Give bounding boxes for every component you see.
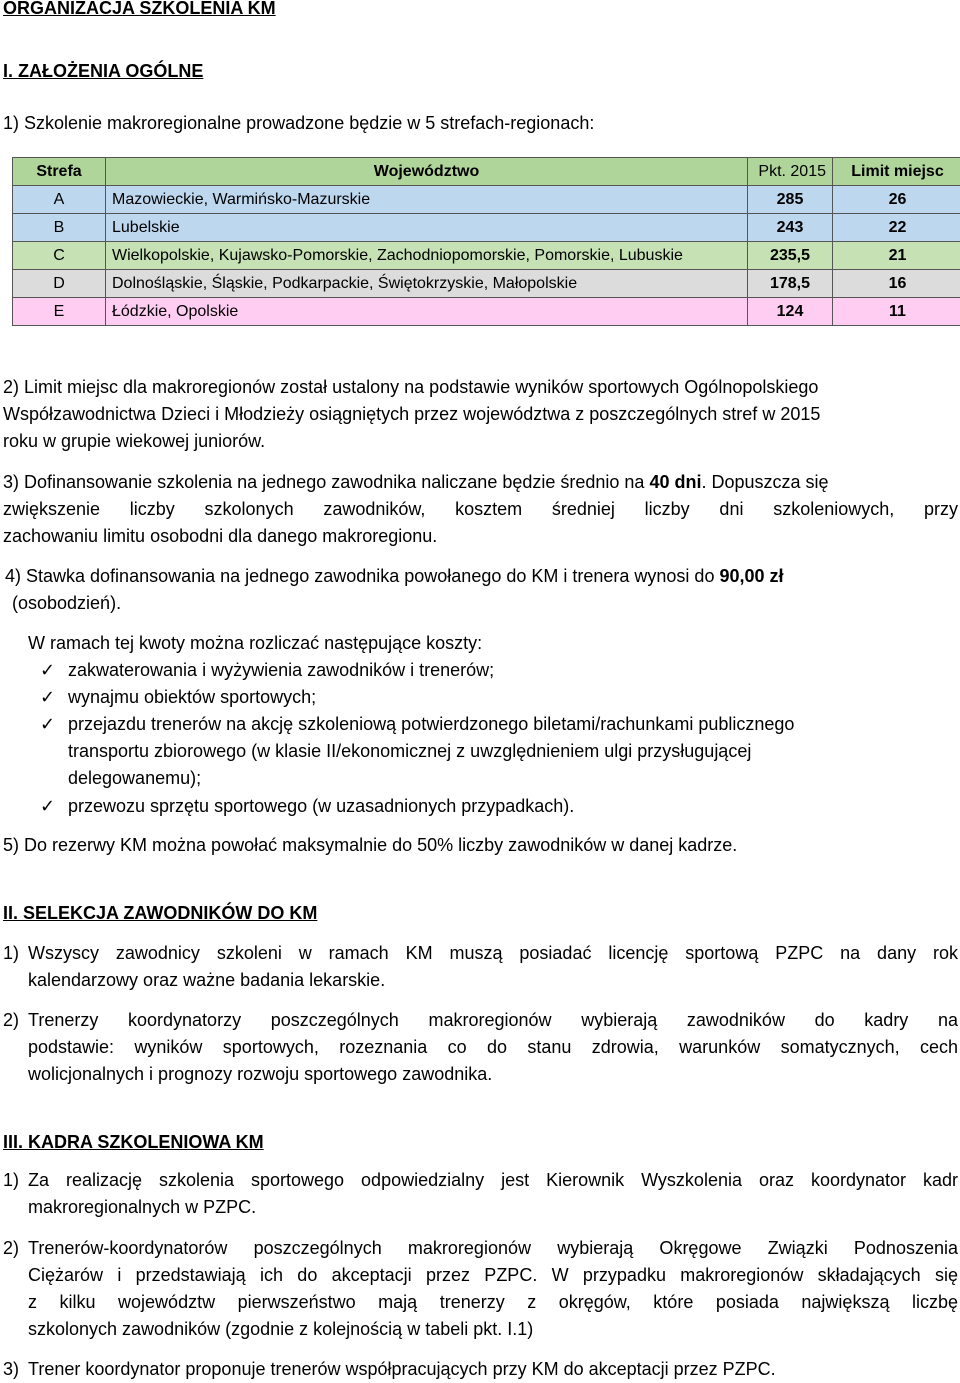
cost-item: wynajmu obiektów sportowych; [68,684,918,711]
section-1-paragraph-3-line-2: zwiększenie liczby szkolonych zawodników, kosztem średniej liczby dni szkoleniowych, przy [3,496,958,523]
points-cell: 235,5 [748,242,833,270]
section-1-paragraph-4-line-2: (osobodzień). [12,590,121,617]
p3-text: 3) Dofinansowanie szkolenia na jednego zawodnika naliczane będzie średnio na [3,472,649,492]
section-3-item-2-line-4: szkolonych zawodników (zgodnie z kolejnością w tabeli pkt. I.1) [28,1316,958,1343]
header-limit: Limit miejsc [833,158,960,186]
limit-cell: 11 [833,298,960,326]
document-title: ORGANIZACJA SZKOLENIA KM [3,0,276,22]
voivodeship-cell: Dolnośląskie, Śląskie, Podkarpackie, Świętokrzyskie, Małopolskie [106,270,748,298]
section-3-item-1-number: 1) [3,1167,19,1194]
p4-rate: 90,00 zł [719,566,783,586]
table-row [13,186,960,214]
section-1-paragraph-3-line-1 [3,469,829,496]
section-1-heading: I. ZAŁOŻENIA OGÓLNE [3,58,203,85]
zone-cell: A [13,186,106,214]
limit-cell: 22 [833,214,960,242]
table-header-row [13,158,960,186]
table-row [13,298,960,326]
voivodeship-cell: Lubelskie [106,214,748,242]
section-1-paragraph-2-line-2: Współzawodnictwa Dzieci i Młodzieży osiągniętych przez województwa z poszczególnych stref w 2015 [3,401,820,428]
section-3-heading: III. KADRA SZKOLENIOWA KM [3,1129,264,1156]
section-1-paragraph-1: 1) Szkolenie makroregionalne prowadzone będzie w 5 strefach-regionach: [3,110,594,137]
section-2-item-2-line-3: wolicjonalnych i prognozy rozwoju sportowego zawodnika. [28,1061,958,1088]
section-2-item-2-line-1: Trenerzy koordynatorzy poszczególnych makroregionów wybierają zawodników do kadry na [28,1007,958,1034]
zone-cell: B [13,214,106,242]
cost-item-continued: delegowanemu); [68,765,918,792]
section-3-item-2-line-2: Ciężarów i przedstawiają ich do akceptacji przez PZPC. W przypadku makroregionów składających się [28,1262,958,1289]
cost-item-continued: transportu zbiorowego (w klasie II/ekonomicznej z uwzględnieniem ulgi przysługującej [68,738,918,765]
section-1-paragraph-4-line-1 [5,563,784,590]
section-3-item-2-line-3: z kilku województw pierwszeństwo mają trenerzy z okręgów, które posiada największą liczbę [28,1289,958,1316]
section-1-paragraph-2-line-1: 2) Limit miejsc dla makroregionów został ustalony na podstawie wyników sportowych Ogólnopolskiego [3,374,818,401]
p3-days: 40 dni [649,472,701,492]
points-cell: 178,5 [748,270,833,298]
cost-item: zakwaterowania i wyżywienia zawodników i trenerów; [68,657,918,684]
header-voivodeship: Województwo [106,158,748,186]
zone-cell: C [13,242,106,270]
zone-cell: D [13,270,106,298]
section-1-paragraph-2-line-3: roku w grupie wiekowej juniorów. [3,428,265,455]
section-2-heading: II. SELEKCJA ZAWODNIKÓW DO KM [3,900,317,927]
voivodeship-cell: Łódzkie, Opolskie [106,298,748,326]
regions-table [12,157,960,326]
voivodeship-cell: Mazowieckie, Warmińsko-Mazurskie [106,186,748,214]
checkmark-icon: ✓ [40,684,55,711]
header-points: Pkt. 2015 [748,158,833,186]
section-1-paragraph-5: 5) Do rezerwy KM można powołać maksymalnie do 50% liczby zawodników w danej kadrze. [3,832,737,859]
checkmark-icon: ✓ [40,657,55,684]
voivodeship-cell: Wielkopolskie, Kujawsko-Pomorskie, Zachodniopomorskie, Pomorskie, Lubuskie [106,242,748,270]
section-3-item-3-line-1: Trener koordynator proponuje trenerów współpracujących przy KM do akceptacji przez PZPC. [28,1356,958,1383]
section-1-paragraph-3-line-3: zachowaniu limitu osobodni dla danego makroregionu. [3,523,437,550]
table-row [13,214,960,242]
checkmark-icon: ✓ [40,793,55,820]
limit-cell: 16 [833,270,960,298]
costs-intro: W ramach tej kwoty można rozliczać następujące koszty: [28,630,482,657]
section-3-item-1-line-2: makroregionalnych w PZPC. [28,1194,958,1221]
zone-cell: E [13,298,106,326]
section-3-item-2-line-1: Trenerów-koordynatorów poszczególnych makroregionów wybierają Okręgowe Związki Podnoszenia [28,1235,958,1262]
points-cell: 243 [748,214,833,242]
points-cell: 124 [748,298,833,326]
limit-cell: 26 [833,186,960,214]
limit-cell: 21 [833,242,960,270]
cost-item: przewozu sprzętu sportowego (w uzasadnionych przypadkach). [68,793,918,820]
points-cell: 285 [748,186,833,214]
checkmark-icon: ✓ [40,711,55,738]
header-zone: Strefa [13,158,106,186]
section-2-item-1-number: 1) [3,940,19,967]
section-2-item-1-line-1: Wszyscy zawodnicy szkoleni w ramach KM muszą posiadać licencję sportową PZPC na dany rok [28,940,958,967]
section-3-item-2-number: 2) [3,1235,19,1262]
cost-item: przejazdu trenerów na akcję szkoleniową potwierdzonego biletami/rachunkami publicznego [68,711,918,738]
p4-text: 4) Stawka dofinansowania na jednego zawodnika powołanego do KM i trenera wynosi do [5,566,719,586]
section-2-item-2-line-2: podstawie: wyników sportowych, rozeznania co do stanu zdrowia, warunków somatycznych, cech [28,1034,958,1061]
section-2-item-1-line-2: kalendarzowy oraz ważne badania lekarskie. [28,967,958,994]
table-row [13,242,960,270]
table-row [13,270,960,298]
section-3-item-3-number: 3) [3,1356,19,1383]
section-3-item-1-line-1: Za realizację szkolenia sportowego odpowiedzialny jest Kierownik Wyszkolenia oraz koordynator kadr [28,1167,958,1194]
p3-text-end: . Dopuszcza się [701,472,828,492]
section-2-item-2-number: 2) [3,1007,19,1034]
